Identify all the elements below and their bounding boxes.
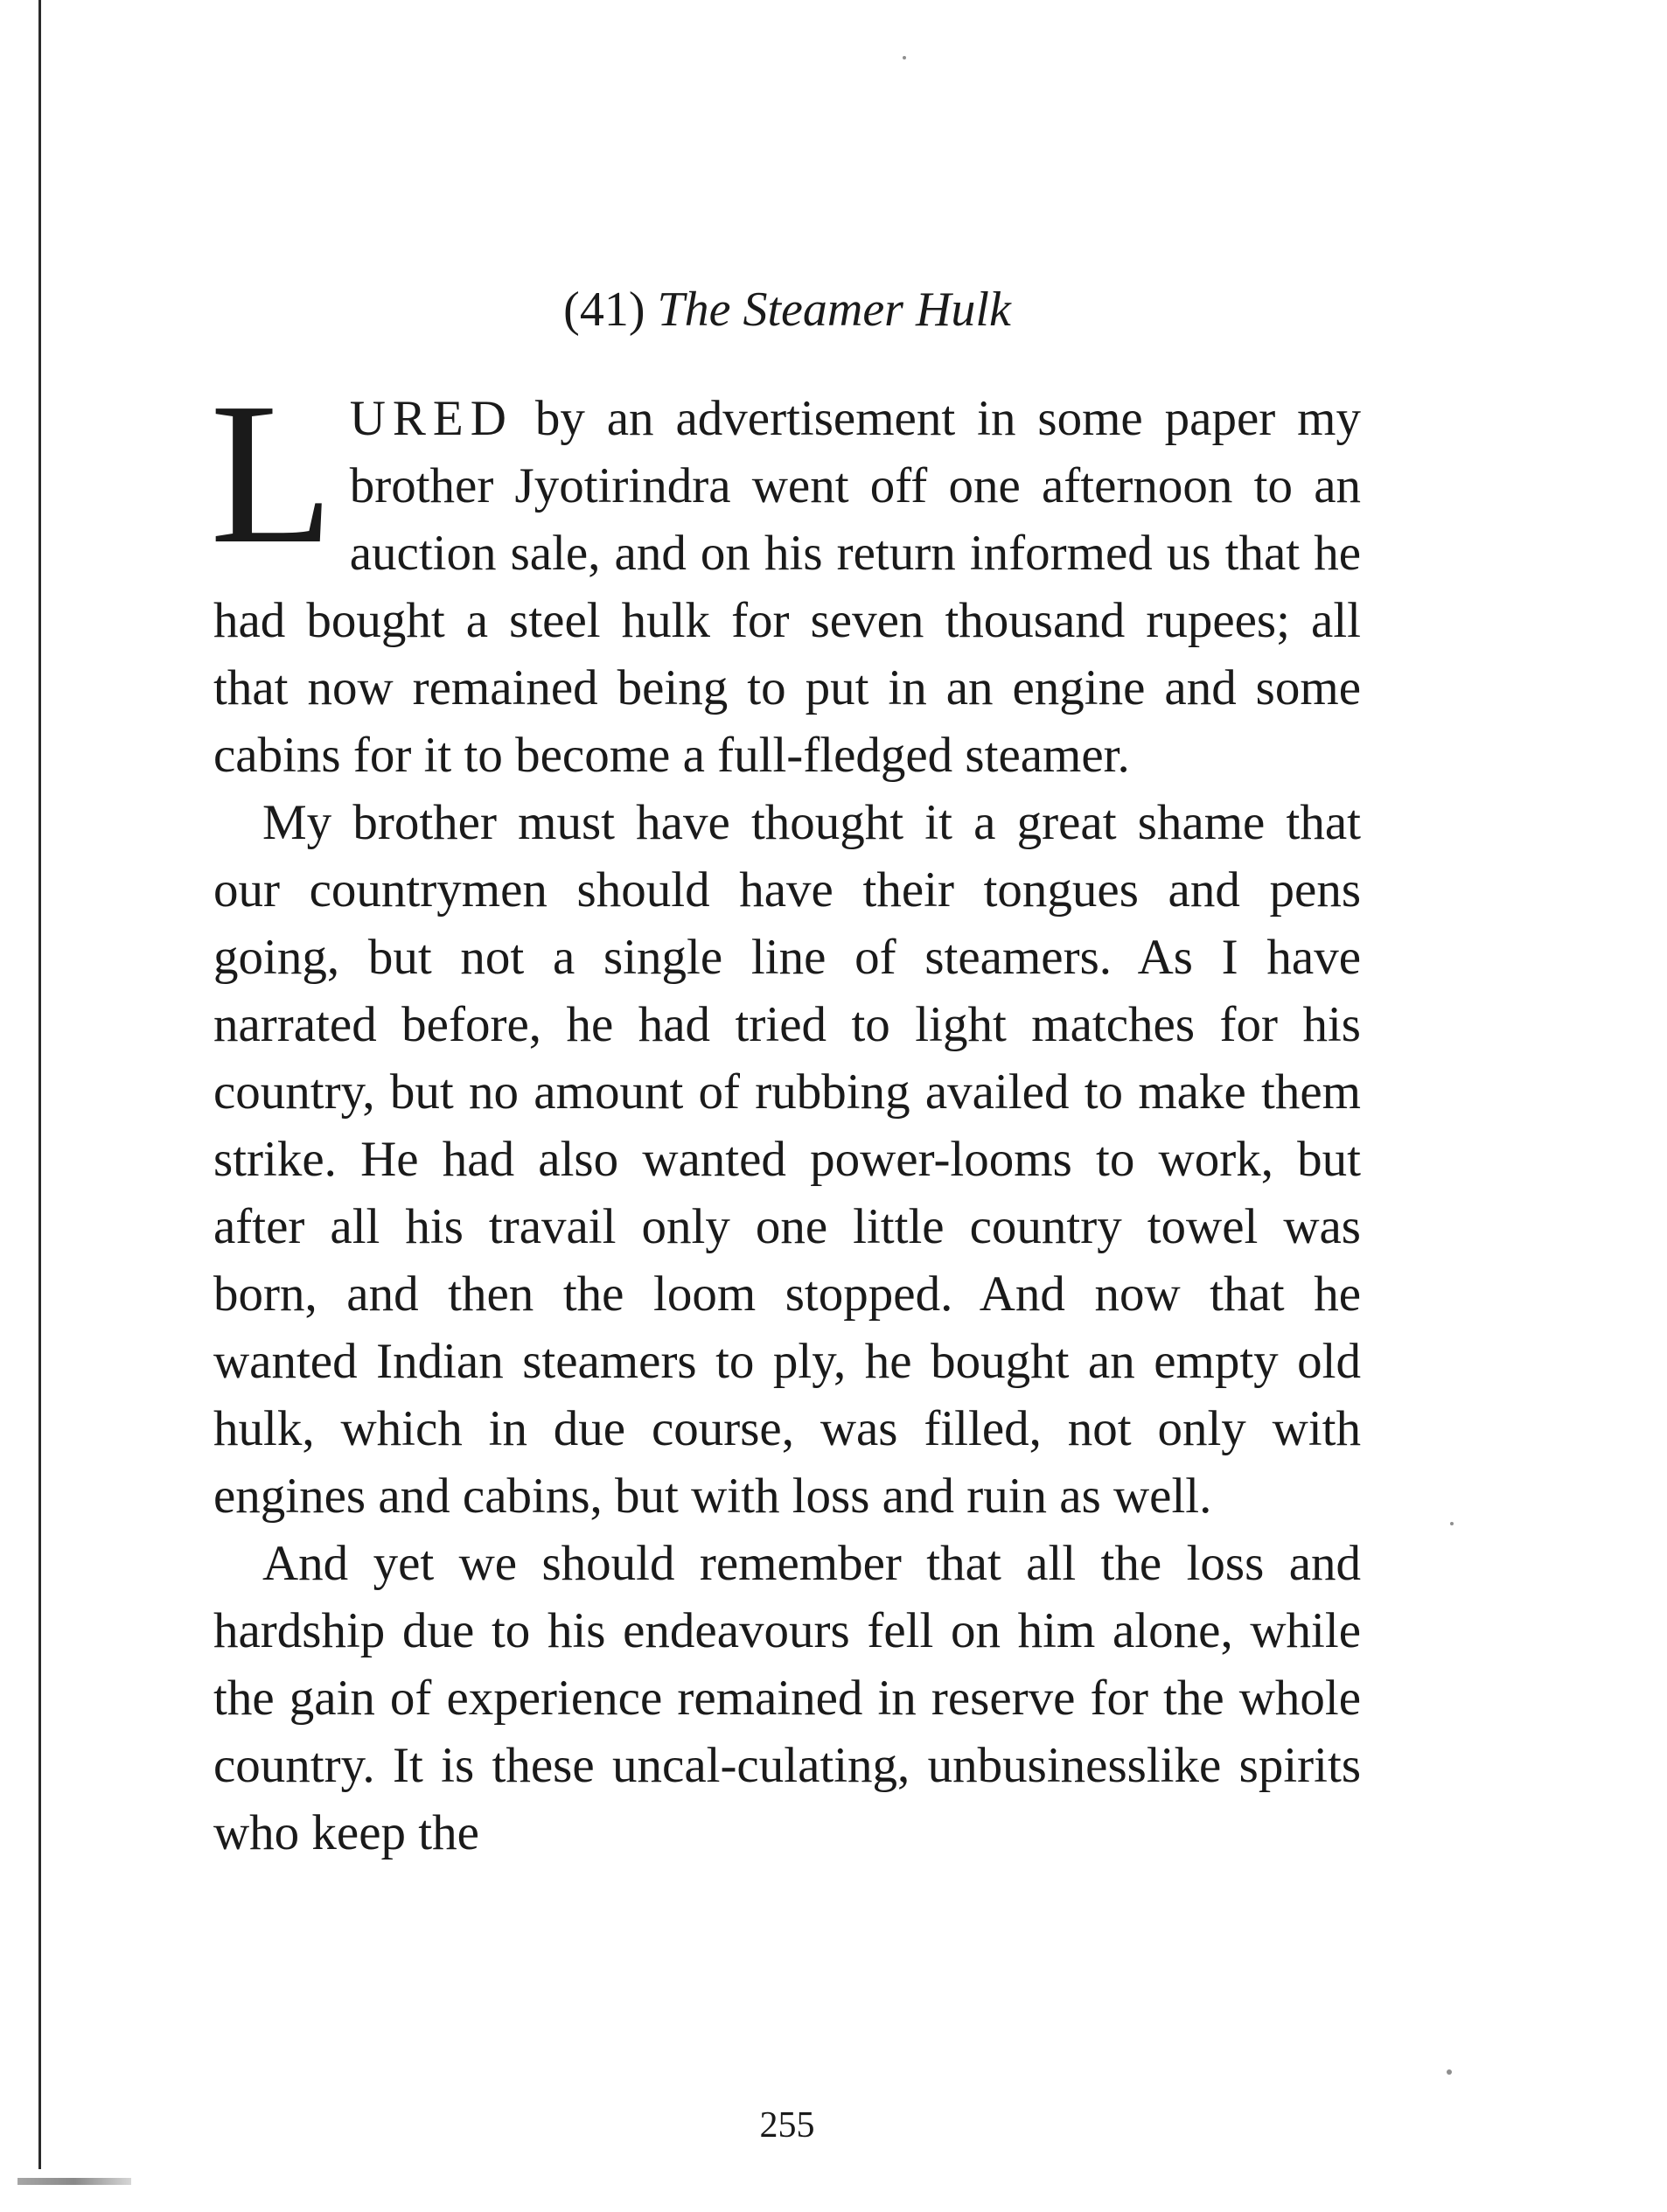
chapter-number: (41) <box>563 283 645 337</box>
scan-speck <box>1450 1522 1454 1525</box>
page-number: 255 <box>759 2105 815 2146</box>
scan-speck <box>1447 2069 1452 2075</box>
paragraph-1 <box>210 361 1361 789</box>
chapter-heading <box>210 278 1364 341</box>
body-text <box>210 361 1361 1867</box>
chapter-title: The Steamer Hulk <box>657 283 1011 337</box>
paragraph-3: And yet we should remember that all the loss and hardship due to his endeavours fell on him alone, while the gain of experience remained in reserve for the whole country. It is these uncal-culating, unbusinesslike spirits who keep the <box>213 1536 1361 1860</box>
scan-page-edge <box>38 0 41 2169</box>
drop-cap: L <box>210 361 334 586</box>
paragraph-1-text: by an advertisement in some paper my brother Jyotirindra went off one afternoon to an auction sale, and on his return informed us that he had bought a steel hulk for seven thousand rupees; all that now remained being to put in an engine and some cabins for it to become a full-fledged steamer. <box>213 391 1361 783</box>
scan-edge-smudge <box>17 2178 131 2185</box>
drop-cap-lead-word: URED <box>349 391 513 446</box>
scan-speck <box>903 56 906 59</box>
paragraph-2: My brother must have thought it a great shame that our countrymen should have their tongues and pens going, but not a single line of steamers. As I have narrated before, he had tried to light matches for his country, but no amount of rubbing availed to make them strike. He had also wanted power-looms to work, but after all his travail only one little country towel was born, and then the loom stopped. And now that he wanted Indian steamers to ply, he bought an empty old hulk, which in due course, was filled, not only with engines and cabins, but with loss and ruin as well. <box>213 795 1361 1524</box>
